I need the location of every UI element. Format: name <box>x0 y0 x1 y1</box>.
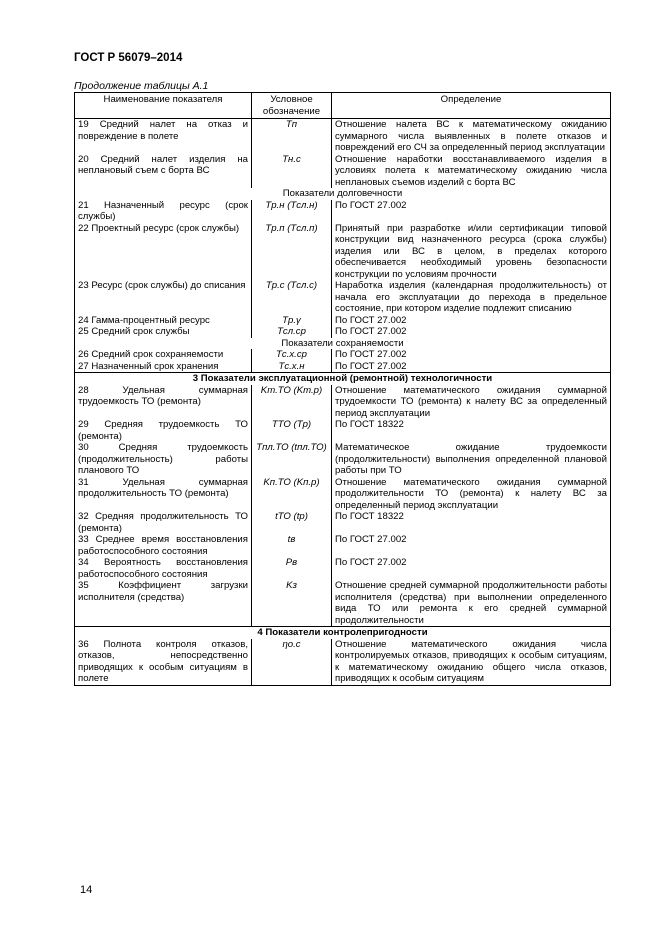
indicators-table <box>74 92 611 686</box>
indicator-definition: По ГОСТ 27.002 <box>332 557 611 580</box>
indicator-name: 33 Среднее время восстановления работоспособного состояния <box>75 534 252 557</box>
indicator-definition: По ГОСТ 27.002 <box>332 200 611 223</box>
indicator-name: 23 Ресурс (срок службы) до списания <box>75 280 252 315</box>
indicator-symbol: Tр.с (Tсл.с) <box>252 280 332 315</box>
indicator-symbol: Kп.ТО (Kп.р) <box>252 477 332 512</box>
indicator-definition: По ГОСТ 27.002 <box>332 326 611 338</box>
indicator-name: 25 Средний срок службы <box>75 326 252 338</box>
table-row <box>75 580 611 627</box>
section-heading-row <box>75 373 611 385</box>
indicator-definition: Отношение математического ожидания суммарной трудоемкости ТО (ремонта) к налету ВС за определенный период эксплуатации <box>332 385 611 420</box>
section-heading: 3 Показатели эксплуатационной (ремонтной) технологичности <box>75 373 611 385</box>
column-header-definition: Определение <box>332 93 611 119</box>
table-row <box>75 361 611 373</box>
table-row <box>75 557 611 580</box>
table-row <box>75 280 611 315</box>
indicator-name: 19 Средний налет на отказ и повреждение в полете <box>75 119 252 154</box>
indicator-name: 34 Вероятность восстановления работоспособного состояния <box>75 557 252 580</box>
indicator-name: 26 Средний срок сохраняемости <box>75 349 252 361</box>
table-row <box>75 419 611 442</box>
indicator-name: 35 Коэффициент загрузки исполнителя (средства) <box>75 580 252 627</box>
column-header-symbol: Условное обозначение <box>252 93 332 119</box>
indicator-symbol: Tсл.ср <box>252 326 332 338</box>
table-row <box>75 477 611 512</box>
indicator-definition: Отношение наработки восстанавливаемого изделия в условиях полета к математическому ожиданию числа неплановых съемов изделий с борта ВС <box>332 154 611 189</box>
indicator-name: 28 Удельная суммарная трудоемкость ТО (ремонта) <box>75 385 252 420</box>
table-row <box>75 315 611 327</box>
table-row <box>75 511 611 534</box>
indicator-name: 32 Средняя продолжительность ТО (ремонта) <box>75 511 252 534</box>
table-row <box>75 223 611 281</box>
indicator-definition: Отношение средней суммарной продолжительности работы исполнителя (средства) при выполнении определенного вида ТО или ремонта к его средней суммарной продолжительности <box>332 580 611 627</box>
indicator-symbol: Pв <box>252 557 332 580</box>
indicator-name: 29 Средняя трудоемкость ТО (ремонта) <box>75 419 252 442</box>
table-row <box>75 349 611 361</box>
section-heading: 4 Показатели контролепригодности <box>75 627 611 639</box>
section-heading-row <box>75 627 611 639</box>
indicator-name: 27 Назначенный срок хранения <box>75 361 252 373</box>
table-row <box>75 119 611 154</box>
indicator-name: 22 Проектный ресурс (срок службы) <box>75 223 252 281</box>
indicator-symbol: TТО (Tр) <box>252 419 332 442</box>
table-row <box>75 385 611 420</box>
indicator-symbol: Tс.х.н <box>252 361 332 373</box>
subsection-heading: Показатели сохраняемости <box>75 338 611 350</box>
indicator-symbol: tТО (tр) <box>252 511 332 534</box>
table-header-row <box>75 93 611 119</box>
indicator-symbol: Tр.γ <box>252 315 332 327</box>
table-row <box>75 534 611 557</box>
indicator-definition: По ГОСТ 27.002 <box>332 534 611 557</box>
subsection-heading-row <box>75 338 611 350</box>
indicator-name: 24 Гамма-процентный ресурс <box>75 315 252 327</box>
indicator-definition: Математическое ожидание трудоемкости (продолжительности) выполнения определенной плановой работы при ТО <box>332 442 611 477</box>
indicator-symbol: ηо.с <box>252 639 332 686</box>
table-row <box>75 200 611 223</box>
indicator-symbol: Tпл.ТО (tпл.ТО) <box>252 442 332 477</box>
indicator-name: 20 Средний налет изделия на неплановый съем с борта ВС <box>75 154 252 189</box>
indicator-symbol: Kт.ТО (Kт.р) <box>252 385 332 420</box>
indicator-symbol: Tр.п (Tсл.п) <box>252 223 332 281</box>
indicator-definition: Отношение математического ожидания числа контролируемых отказов, приводящих к особым ситуациям, к математическому ожиданию общего числа отказов, приводящих к особым ситуациям <box>332 639 611 686</box>
subsection-heading: Показатели долговечности <box>75 188 611 200</box>
indicator-definition: По ГОСТ 27.002 <box>332 315 611 327</box>
table-row <box>75 154 611 189</box>
subsection-heading-row <box>75 188 611 200</box>
indicator-symbol: tв <box>252 534 332 557</box>
indicator-definition: Отношение налета ВС к математическому ожиданию суммарного числа выявленных в полете отказов и повреждений его СЧ за определенный период эксплуатации <box>332 119 611 154</box>
indicator-definition: Наработка изделия (календарная продолжительность) от начала его эксплуатации до перехода в предельное состояние, при котором изделие подлежит списанию <box>332 280 611 315</box>
indicator-definition: Отношение математического ожидания суммарной продолжительности ТО (ремонта) к налету ВС за определенный период эксплуатации <box>332 477 611 512</box>
column-header-name: Наименование показателя <box>75 93 252 119</box>
indicator-definition: По ГОСТ 18322 <box>332 511 611 534</box>
indicator-definition: Принятый при разработке и/или сертификации типовой конструкции вид назначенного ресурса (срока службы) изделия или ВС в целом, в пределах которого обеспечивается необходимый уровень безопасности конструкции по условиям прочности <box>332 223 611 281</box>
indicator-definition: По ГОСТ 27.002 <box>332 361 611 373</box>
document-header: ГОСТ Р 56079–2014 <box>74 52 183 64</box>
indicator-name: 36 Полнота контроля отказов, отказов, непосредственно приводящих к особым ситуациям в полете <box>75 639 252 686</box>
indicator-name: 31 Удельная суммарная продолжительность ТО (ремонта) <box>75 477 252 512</box>
indicator-symbol: Tн.с <box>252 154 332 189</box>
indicator-definition: По ГОСТ 18322 <box>332 419 611 442</box>
indicator-definition: По ГОСТ 27.002 <box>332 349 611 361</box>
indicator-name: 30 Средняя трудоемкость (продолжительность) работы планового ТО <box>75 442 252 477</box>
table-row <box>75 442 611 477</box>
page-number: 14 <box>80 884 93 896</box>
table-row <box>75 326 611 338</box>
table-continuation-caption: Продолжение таблицы А.1 <box>74 80 209 92</box>
indicator-symbol: Kз <box>252 580 332 627</box>
table-row <box>75 639 611 686</box>
indicator-symbol: Tр.н (Tсл.н) <box>252 200 332 223</box>
indicator-symbol: Tс.х.ср <box>252 349 332 361</box>
indicator-symbol: Tп <box>252 119 332 154</box>
indicator-name: 21 Назначенный ресурс (срок службы) <box>75 200 252 223</box>
